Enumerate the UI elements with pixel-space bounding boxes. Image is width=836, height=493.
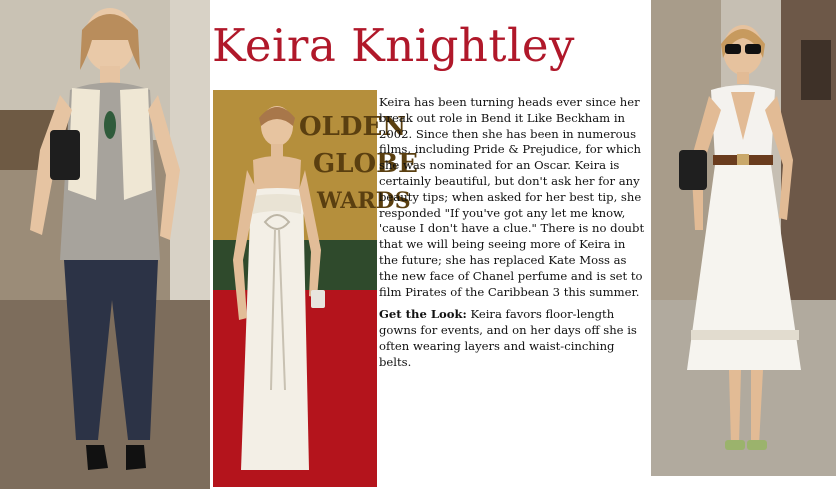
get-the-look-text: Keira favors floor-length gowns for events, and on her days off she is often wearing layers and waist-cinching belts.	[379, 307, 637, 369]
photo-golden-globes-gown	[213, 90, 418, 487]
backdrop-text-line-2: GLOBE	[313, 149, 418, 179]
page-title: Keira Knightley	[212, 19, 575, 72]
photo-street-vest-jeans	[0, 0, 210, 489]
article-paragraph: Keira has been turning heads ever since her break out role in Bend it Like Beckham in 2002. Since then she has been in numerous films, including Pride & Prejudice, for which she was nominated for an Oscar. Keira is certainly beautiful, but don't ask her for any beauty tips; when asked for her best tip, she responded "If you've got any let me know, 'cause I don't have a clue." There is no doubt that we will being seeing more of Keira in the future; she has replaced Kate Moss as the new face of Chanel perfume and is set to film Pirates of the Caribbean 3 this summer.	[379, 95, 645, 299]
get-the-look-paragraph	[379, 307, 647, 370]
backdrop-text-line-3: WARDS	[317, 188, 411, 214]
photo-street-vest-jeans-illustration	[0, 0, 210, 489]
photo-golden-globes-gown-illustration	[213, 90, 418, 487]
backdrop-text-line-1: OLDEN	[299, 112, 407, 142]
article-body	[379, 95, 647, 378]
get-the-look-label: Get the Look:	[379, 307, 467, 322]
photo-street-white-dress-illustration	[651, 0, 836, 476]
photo-street-white-dress	[651, 0, 836, 476]
